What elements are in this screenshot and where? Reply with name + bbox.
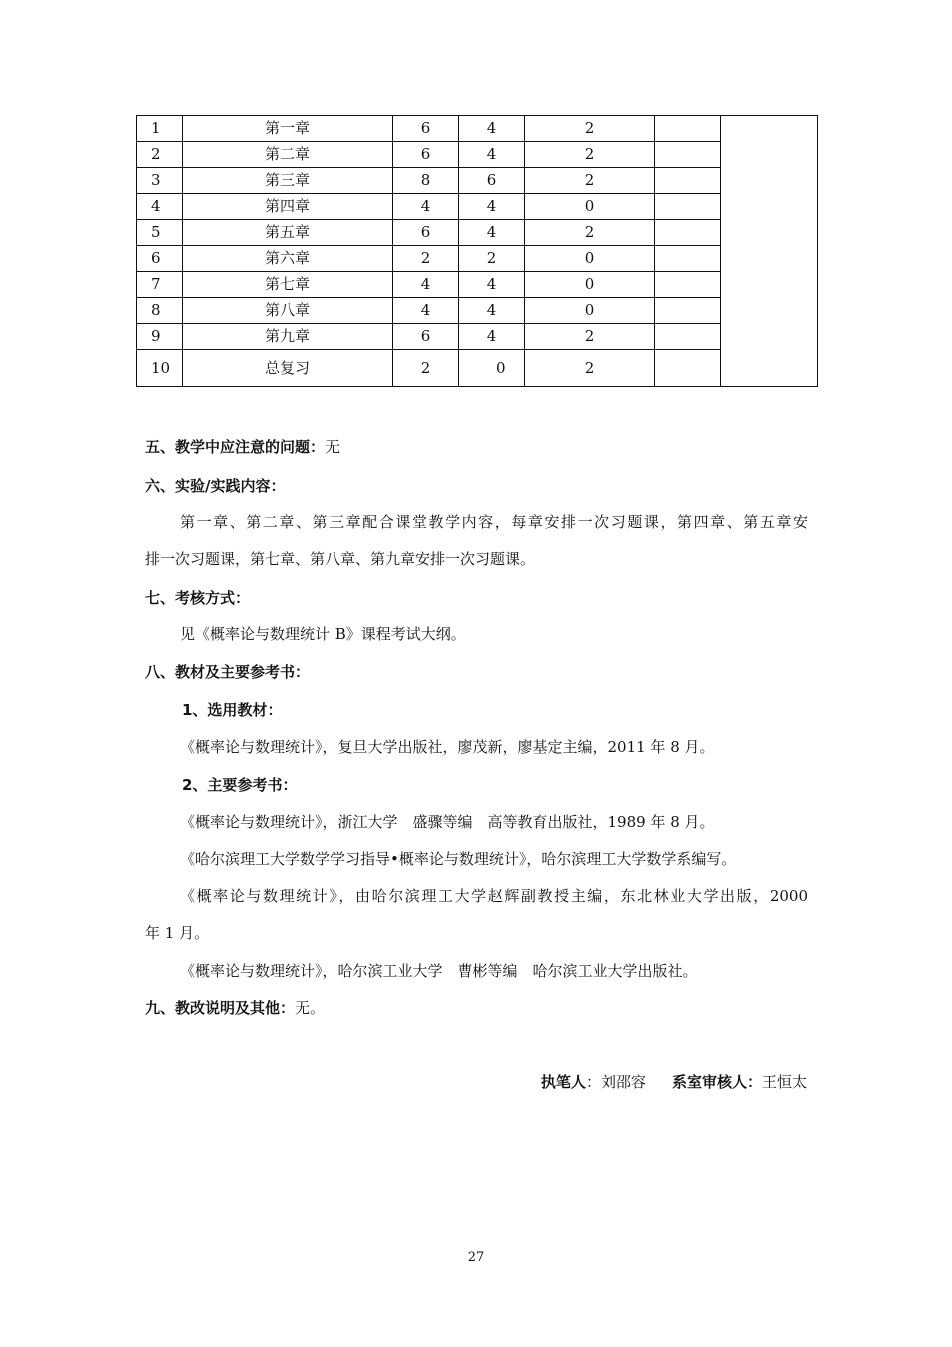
table-row (137, 324, 818, 350)
practice-hours-cell: 0 (525, 272, 655, 298)
row-number-cell: 7 (137, 272, 183, 298)
blank-cell (655, 220, 721, 246)
signature-line (541, 1072, 807, 1092)
chapter-cell: 第八章 (183, 298, 393, 324)
table-row (137, 350, 818, 387)
page-number: 27 (467, 1250, 485, 1265)
table-row (137, 298, 818, 324)
class-hours-table-body (137, 116, 818, 387)
row-number-cell: 8 (137, 298, 183, 324)
chapter-cell: 第四章 (183, 194, 393, 220)
practice-hours-cell: 2 (525, 220, 655, 246)
remarks-cell (721, 116, 818, 387)
section5-value: 无 (325, 438, 341, 456)
chapter-cell: 第二章 (183, 142, 393, 168)
chapter-cell: 总复习 (183, 350, 393, 387)
total-hours-cell: 6 (393, 142, 459, 168)
author-label: 执笔人 (540, 1073, 586, 1091)
blank-cell (655, 168, 721, 194)
blank-cell (655, 324, 721, 350)
lecture-hours-cell: 4 (459, 220, 525, 246)
practice-hours-cell: 2 (525, 168, 655, 194)
textbook-entry: 《概率论与数理统计》，复旦大学出版社，廖茂新，廖基定主编，2011 年 8 月。 (180, 738, 715, 756)
total-hours-cell: 6 (393, 324, 459, 350)
section9-value: 无。 (295, 999, 326, 1017)
total-hours-cell: 8 (393, 168, 459, 194)
lecture-hours-cell: 4 (459, 298, 525, 324)
section8-heading: 八、教材及主要参考书： (145, 663, 311, 681)
blank-cell (655, 298, 721, 324)
reference-4: 《概率论与数理统计》，哈尔滨工业大学 曹彬等编 哈尔滨工业大学出版社。 (180, 962, 698, 980)
blank-cell (655, 194, 721, 220)
table-row (137, 142, 818, 168)
section6-line1: 第一章、第二章、第三章配合课堂教学内容，每章安排一次习题课，第四章、第五章安 (180, 513, 808, 531)
references-subheading: 2、主要参考书： (182, 776, 298, 794)
row-number-cell: 10 (137, 350, 183, 387)
lecture-hours-cell: 4 (459, 142, 525, 168)
section9-heading (145, 998, 325, 1018)
blank-cell (655, 246, 721, 272)
table-row (137, 220, 818, 246)
table-row (137, 272, 818, 298)
section5-heading (145, 437, 340, 457)
row-number-cell: 5 (137, 220, 183, 246)
total-hours-cell: 4 (393, 194, 459, 220)
table-row (137, 116, 818, 142)
row-number-cell: 4 (137, 194, 183, 220)
practice-hours-cell: 2 (525, 350, 655, 387)
row-number-cell: 1 (137, 116, 183, 142)
row-number-cell: 9 (137, 324, 183, 350)
chapter-cell: 第五章 (183, 220, 393, 246)
reference-1: 《概率论与数理统计》，浙江大学 盛骤等编 高等教育出版社，1989 年 8 月。 (180, 813, 715, 831)
practice-hours-cell: 0 (525, 298, 655, 324)
lecture-hours-cell: 0 (459, 350, 525, 387)
lecture-hours-cell: 4 (459, 324, 525, 350)
table-row (137, 168, 818, 194)
chapter-cell: 第七章 (183, 272, 393, 298)
total-hours-cell: 4 (393, 298, 459, 324)
lecture-hours-cell: 2 (459, 246, 525, 272)
total-hours-cell: 4 (393, 272, 459, 298)
chapter-cell: 第九章 (183, 324, 393, 350)
chapter-cell: 第六章 (183, 246, 393, 272)
row-number-cell: 3 (137, 168, 183, 194)
practice-hours-cell: 2 (525, 324, 655, 350)
total-hours-cell: 6 (393, 220, 459, 246)
table-row (137, 246, 818, 272)
section9-title: 九、教改说明及其他： (145, 999, 296, 1017)
reviewer-label: 系室审核人： (671, 1073, 762, 1091)
reference-2: 《哈尔滨理工大学数学学习指导•概率论与数理统计》，哈尔滨理工大学数学系编写。 (180, 850, 737, 868)
section6-line2: 排一次习题课，第七章、第八章、第九章安排一次习题课。 (145, 550, 536, 568)
section5-title: 五、教学中应注意的问题： (145, 438, 326, 456)
blank-cell (655, 142, 721, 168)
practice-hours-cell: 2 (525, 142, 655, 168)
table-row (137, 194, 818, 220)
section6-heading: 六、实验/实践内容： (145, 477, 286, 495)
lecture-hours-cell: 6 (459, 168, 525, 194)
total-hours-cell: 2 (393, 350, 459, 387)
blank-cell (655, 272, 721, 298)
total-hours-cell: 2 (393, 246, 459, 272)
reference-3-line2: 年 1 月。 (145, 924, 210, 942)
reviewer-name: 王恒太 (761, 1073, 807, 1091)
chapter-cell: 第一章 (183, 116, 393, 142)
blank-cell (655, 116, 721, 142)
total-hours-cell: 6 (393, 116, 459, 142)
blank-cell (655, 350, 721, 387)
reference-3-line1: 《概率论与数理统计》，由哈尔滨理工大学赵辉副教授主编，东北林业大学出版，2000 (180, 887, 808, 905)
practice-hours-cell: 2 (525, 116, 655, 142)
practice-hours-cell: 0 (525, 194, 655, 220)
section7-text: 见《概率论与数理统计 B》课程考试大纲。 (180, 625, 466, 643)
row-number-cell: 2 (137, 142, 183, 168)
chapter-cell: 第三章 (183, 168, 393, 194)
section7-heading: 七、考核方式： (145, 589, 251, 607)
author-colon: ： (585, 1073, 601, 1091)
lecture-hours-cell: 4 (459, 272, 525, 298)
author-name: 刘邵容 (600, 1073, 646, 1091)
class-hours-table (136, 115, 818, 387)
row-number-cell: 6 (137, 246, 183, 272)
textbook-subheading: 1、选用教材： (182, 701, 283, 719)
lecture-hours-cell: 4 (459, 194, 525, 220)
practice-hours-cell: 0 (525, 246, 655, 272)
lecture-hours-cell: 4 (459, 116, 525, 142)
